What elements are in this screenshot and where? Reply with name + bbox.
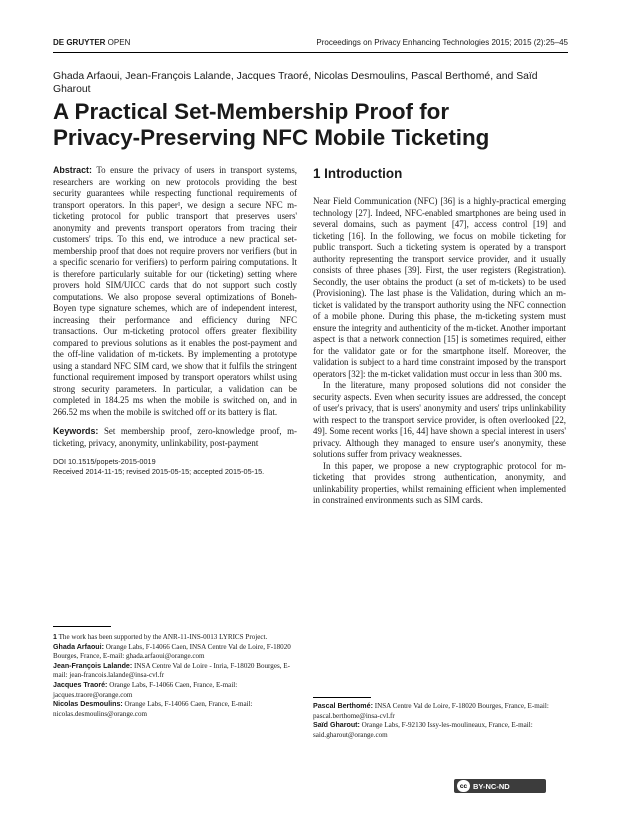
footnote-rule-right [313,697,371,698]
footnote-rule [53,626,111,627]
paper-title: A Practical Set-Membership Proof for Privacy-Preserving NFC Mobile Ticketing [53,99,490,150]
footnote: Pascal Berthomé: INSA Centre Val de Loire, F-18020 Bourges, France, E-mail: pascal.berthome@insa-cvl.fr [313,702,549,720]
author-list: Ghada Arfaoui, Jean-François Lalande, Jacques Traoré, Nicolas Desmoulins, Pascal Berthomé, and Saïd Gharout [53,71,538,95]
running-header [53,38,568,52]
publisher-name: DE GRUYTER OPEN [53,38,131,47]
article-meta [53,457,297,477]
intro-paragraph-3: In this paper, we propose a new cryptographic protocol for m-ticketing that provides strong authentication, anonymity, and unlinkability properties, whilst remaining efficient when implemented in constrained environments such as SIM cards. [313,460,566,505]
right-column [313,166,566,507]
keywords [53,426,297,449]
keywords-label: Keywords: [53,426,99,436]
footnote: Nicolas Desmoulins: Orange Labs, F-14066 Caen, France, E-mail: nicolas.desmoulins@orange.com [53,700,253,718]
abstract [53,165,297,418]
section-heading: 1 Introduction [313,166,403,181]
received-dates: Received 2014-11-15; revised 2015-05-15; accepted 2015-05-15. [53,467,265,476]
doi: DOI 10.1515/popets-2015-0019 [53,457,156,466]
license-label: BY-NC-ND [473,781,510,791]
abstract-label: Abstract: [53,165,92,175]
left-column [53,165,297,477]
abstract-text: To ensure the privacy of users in transport systems, researchers are working on new protocols providing the best security guarantees while respecting functional requirements of transport operators. In this paper¹, we design a secure NFC m-ticketing protocol for public transport that preserves users' anonymity and prevents transport operators from tracing their customers' trips. To this end, we introduce a new practical set-membership proof that does not require provers nor verifiers (but in a specific scenario for verifiers) to perform pairing computations. It is therefore particularly suitable for our (ticketing) setting where provers hold SIM/UICC cards that do not support such costly computations. We also propose several optimizations of Boneh-Boyen type signature schemes, which are of independent interest, increasing their performance and efficiency during NFC transactions. Our m-ticketing protocol offers greater flexibility compared to previous solutions as it enables the post-payment and the off-line validation of m-tickets. By implementing a prototype using a standard NFC SIM card, we show that it fulfils the stringent functional requirement imposed by transport operators whilst using strong security parameters. In particular, a validation can be completed in 184.25 ms when the mobile is switched on, and in 266.52 ms when the mobile is switched off or its battery is flat. [53,165,297,417]
footnotes-left [53,633,299,719]
footnote: Jean-François Lalande: INSA Centre Val de Loire - Inria, F-18020 Bourges, E-mail: jean-francois.lalande@insa-cvl.fr [53,661,290,680]
intro-paragraph-2: In the literature, many proposed solutions did not consider the security aspects. Even when security issues are addressed, the concept of user's privacy, that is users' anonymity and users' trips unlinkability with respect to the transport service provider, is often overlooked [22, 49]. Some recent works [16, 44] have shown a special interest in users' privacy. Although they managed to ensure user's anonymity, these solutions suffer from privacy weaknesses. [313,380,566,459]
intro-paragraph-1: Near Field Communication (NFC) [36] is a highly-practical emerging technology [27]. Indeed, NFC-enabled smartphones are being used in several domains, such as payment [47], access control [19] and ticketing [16]. In the following, we focus on mobile ticketing for public transport. Such a ticketing system is operated by a transport authority representing the transport service provider, and it usually consists of three phases [39]. First, the user registers (Registration). Secondly, the user obtains the product (a set of m-tickets) to be used (Provisioning). The last phase is the Validation, during which an m-ticket is validated by the transport authority using the NFC connection of a mobile phone. During this phase, the m-ticketing system must ensure the integrity and authenticity of the m-ticket. Another important aspect is that a network connection [15] is sometimes required, either for the validator gate or for the smartphone itself. Moreover, the validation is subject to a hard time constraint imposed by the transport operators [32]: the m-ticket validation must occur in less than 300 ms. [313,196,566,379]
keywords-text: Set membership proof, zero-knowledge proof, m-ticketing, privacy, anonymity, unlinkability, post-payment [53,426,298,448]
footnote: Jacques Traoré: Orange Labs, F-14066 Caen, France, E-mail: jacques.traore@orange.com [53,680,238,699]
creative-commons-icon: cc [457,780,470,792]
footnote: Ghada Arfaoui: Orange Labs, F-14066 Caen, INSA Centre Val de Loire, F-18020 Bourges, France, E-mail: ghada.arfaoui@orange.com [53,642,291,661]
cc-license-badge [454,779,546,793]
footnote: Saïd Gharout: Orange Labs, F-92130 Issy-les-moulineaux, France, E-mail: said.gharout@orange.com [313,721,533,739]
footnote: 1 The work has been supported by the ANR-11-INS-0013 LYRICS Project. [53,633,268,641]
header-rule [53,52,568,53]
footnotes-right [313,702,566,740]
journal-citation: Proceedings on Privacy Enhancing Technologies 2015; 2015 (2):25–45 [316,38,568,47]
